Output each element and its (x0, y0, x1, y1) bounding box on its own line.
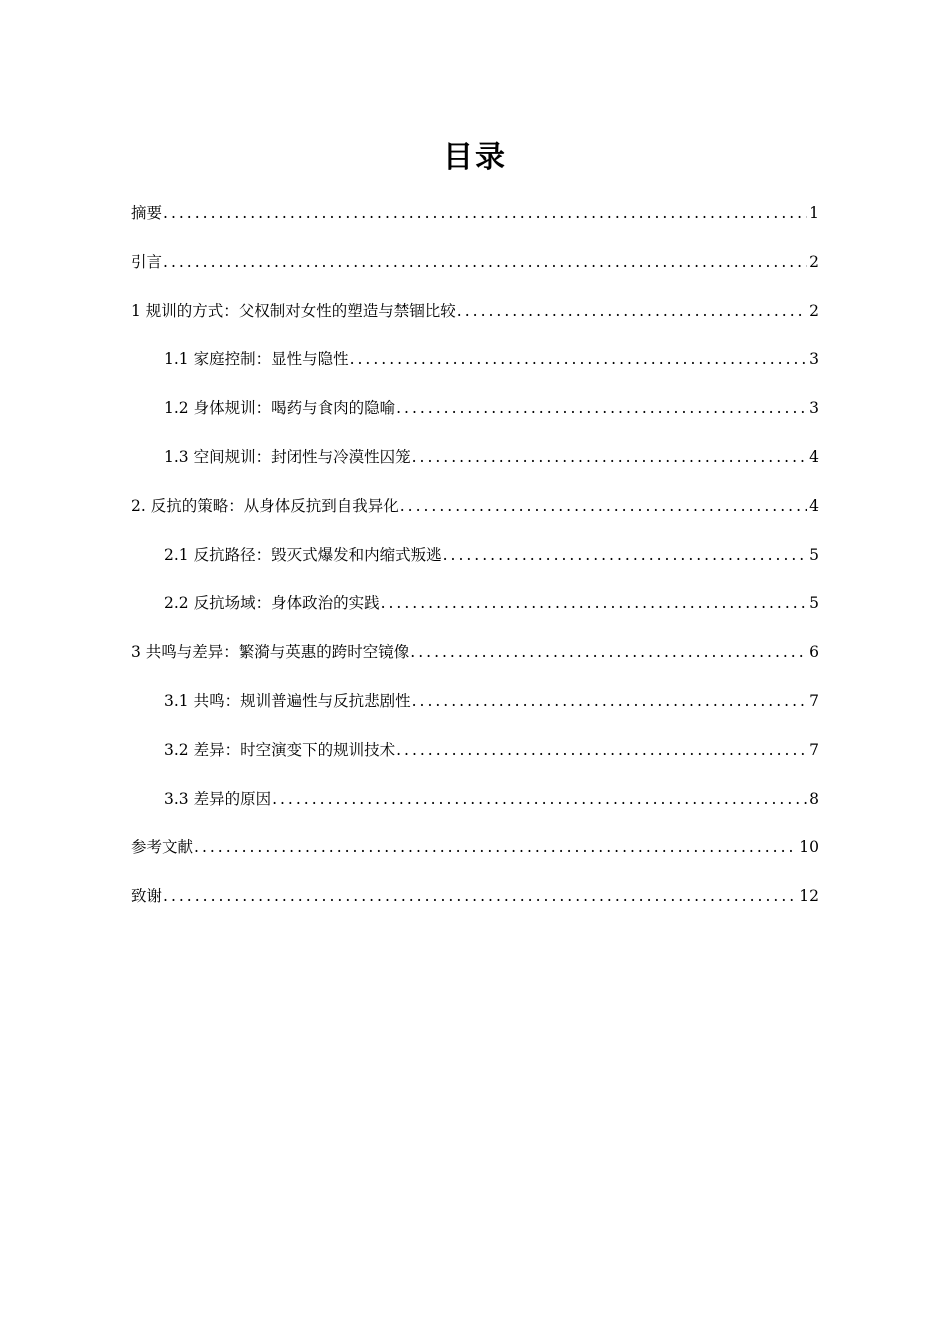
toc-entry[interactable] (131, 879, 819, 928)
toc-entry-page-number: 2 (809, 301, 819, 320)
toc-entry-label: 1.2 身体规训：喝药与食肉的隐喻 (164, 399, 396, 418)
toc-entry-page-number: 12 (799, 887, 819, 906)
toc-dot-leader (163, 245, 807, 279)
toc-entry-page-number: 7 (809, 740, 819, 759)
toc-entry-page-number: 4 (809, 496, 819, 515)
toc-entry[interactable] (131, 245, 819, 294)
toc-entry-label: 3.2 差异：时空演变下的规训技术 (164, 740, 396, 759)
toc-entry-label: 2.2 反抗场域：身体政治的实践 (164, 594, 380, 613)
toc-dot-leader (396, 733, 807, 767)
toc-dot-leader (396, 391, 807, 425)
toc-entry-label: 3.1 共鸣：规训普遍性与反抗悲剧性 (164, 691, 411, 710)
toc-entry-label: 参考文献 (131, 838, 194, 857)
toc-entry[interactable] (131, 684, 819, 733)
toc-entry-label: 3 共鸣与差异：繁漪与英惠的跨时空镜像 (131, 643, 410, 662)
toc-dot-leader (163, 879, 797, 913)
toc-dot-leader (272, 782, 807, 816)
toc-entry[interactable] (131, 342, 819, 391)
toc-entry-page-number: 3 (809, 399, 819, 418)
toc-dot-leader (163, 196, 807, 230)
toc-entry[interactable] (131, 586, 819, 635)
toc-entry-page-number: 10 (799, 838, 819, 857)
toc-entry-page-number: 4 (809, 447, 819, 466)
toc-entry[interactable] (131, 391, 819, 440)
toc-title: 目录 (443, 140, 507, 175)
toc-entry[interactable] (131, 196, 819, 245)
toc-dot-leader (350, 342, 808, 376)
toc-entry[interactable] (131, 830, 819, 879)
toc-entry-label: 1.1 家庭控制：显性与隐性 (164, 350, 349, 369)
toc-entry[interactable] (131, 733, 819, 782)
toc-list (131, 196, 819, 928)
toc-entry-label: 致谢 (131, 887, 163, 906)
toc-entry-page-number: 5 (809, 594, 819, 613)
toc-entry-page-number: 5 (809, 545, 819, 564)
toc-entry-page-number: 1 (809, 204, 819, 222)
toc-dot-leader (410, 635, 807, 669)
toc-entry-label: 摘要 (131, 204, 163, 222)
toc-dot-leader (412, 684, 808, 718)
toc-dot-leader (457, 294, 807, 328)
toc-entry[interactable] (131, 635, 819, 684)
toc-entry[interactable] (131, 440, 819, 489)
toc-entry[interactable] (131, 782, 819, 831)
toc-dot-leader (381, 586, 808, 620)
toc-entry-label: 3.3 差异的原因 (164, 789, 272, 808)
toc-entry-page-number: 7 (809, 691, 819, 710)
toc-entry-page-number: 2 (809, 252, 819, 271)
toc-entry-page-number: 3 (809, 350, 819, 369)
toc-dot-leader (412, 440, 808, 474)
toc-entry-label: 2. 反抗的策略：从身体反抗到自我异化 (131, 496, 399, 515)
toc-entry-page-number: 8 (809, 789, 819, 808)
toc-entry[interactable] (131, 538, 819, 587)
toc-dot-leader (194, 830, 797, 864)
toc-dot-leader (400, 489, 807, 523)
toc-entry-page-number: 6 (809, 643, 819, 662)
toc-entry[interactable] (131, 294, 819, 343)
toc-entry-label: 1 规训的方式：父权制对女性的塑造与禁锢比较 (131, 301, 456, 320)
toc-dot-leader (443, 538, 808, 572)
toc-entry-label: 2.1 反抗路径：毁灭式爆发和内缩式叛逃 (164, 545, 442, 564)
toc-entry-label: 引言 (131, 252, 163, 271)
toc-entry[interactable] (131, 489, 819, 538)
toc-entry-label: 1.3 空间规训：封闭性与冷漠性囚笼 (164, 447, 411, 466)
